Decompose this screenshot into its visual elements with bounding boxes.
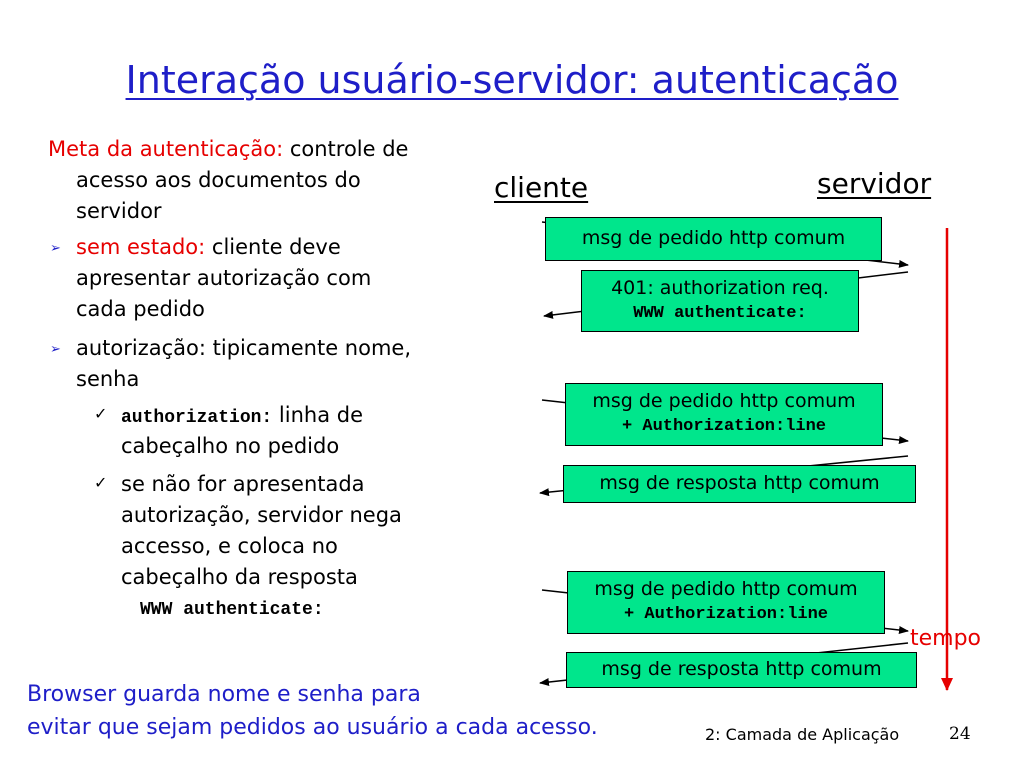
request-box-3: [567, 571, 885, 634]
b1-line-2: apresentar autorização com: [76, 266, 372, 290]
s1-line-2: cabeçalho no pedido: [121, 434, 340, 458]
page-number: 24: [949, 724, 971, 744]
response-box-3-text: msg de resposta http comum: [601, 658, 882, 680]
request-box-1-text: msg de pedido http comum: [581, 227, 846, 249]
b2-line-2: senha: [76, 367, 140, 391]
s2-line-4: cabeçalho da resposta: [121, 565, 358, 589]
s2-line-2: autorização, servidor nega: [121, 503, 402, 527]
note-line-1: Browser guarda nome e senha para: [27, 682, 421, 707]
request-box-2: [565, 383, 883, 446]
meta-label: Meta da autenticação:: [48, 137, 284, 161]
bullet-arrow-icon: ➢: [50, 342, 61, 357]
request-box-2-line-1: msg de pedido http comum: [592, 390, 856, 412]
footer-chapter: 2: Camada de Aplicação: [705, 725, 900, 744]
b2-line-1: autorização: tipicamente nome,: [76, 336, 412, 360]
b1-label: sem estado:: [76, 235, 206, 259]
request-box-3-line-2: + Authorization:line: [623, 605, 829, 624]
request-box-2-line-2: + Authorization:line: [621, 417, 827, 436]
s2-line-1: se não for apresentada: [121, 472, 365, 496]
slide-title: Interação usuário-servidor: autenticação: [125, 58, 899, 102]
check-icon: ✓: [94, 404, 108, 423]
meta-line-3: servidor: [76, 199, 162, 223]
response-box-2-text: msg de resposta http comum: [599, 472, 880, 494]
server-label: servidor: [817, 167, 932, 200]
b1-line-3: cada pedido: [76, 297, 205, 321]
bullet-arrow-icon: ➢: [50, 241, 61, 256]
client-label: cliente: [494, 171, 589, 204]
response-401-box: [581, 270, 859, 332]
meta-text: controle de: [289, 137, 409, 161]
response-box-3: [566, 652, 917, 688]
response-401-line-2: WWW authenticate:: [633, 304, 807, 323]
response-box-2: [563, 465, 916, 503]
note-line-2: evitar que sejam pedidos ao usuário a cada acesso.: [27, 715, 598, 740]
time-label: tempo: [910, 626, 982, 651]
request-box-3-line-1: msg de pedido http comum: [594, 578, 858, 600]
s2-line-3: accesso, e coloca no: [121, 534, 338, 558]
b1-text: cliente deve: [211, 235, 341, 259]
check-icon: ✓: [94, 473, 108, 492]
s1-text: linha de: [278, 403, 364, 427]
meta-line-2: acesso aos documentos do: [76, 168, 361, 192]
s1-code: authorization:: [121, 408, 273, 428]
request-box-1: [545, 217, 882, 261]
s2-code: WWW authenticate:: [140, 600, 324, 620]
response-401-line-1: 401: authorization req.: [611, 277, 829, 299]
